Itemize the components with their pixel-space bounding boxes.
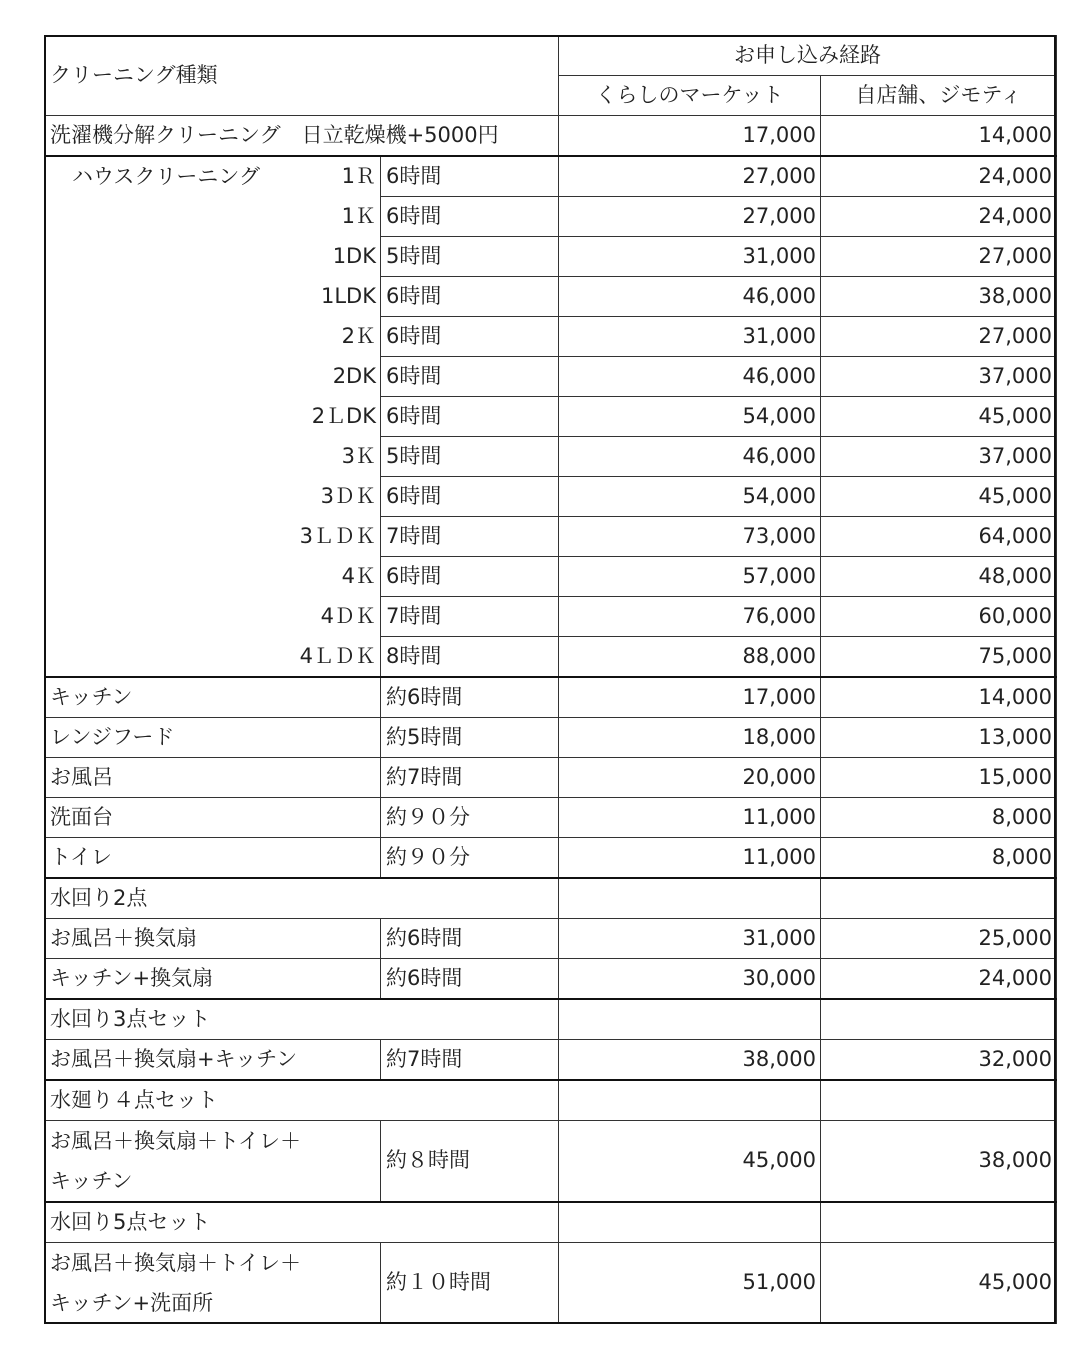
house-row	[45, 557, 1057, 597]
duration: 6時間	[381, 277, 559, 317]
duration: 6時間	[381, 397, 559, 437]
room-type: 4ＬＤＫ	[299, 643, 376, 668]
service-name: お風呂＋換気扇+キッチン	[45, 1040, 381, 1081]
price-kurashi-empty	[559, 1202, 821, 1243]
house-row	[45, 637, 1057, 678]
price-kurashi: 54,000	[559, 397, 821, 437]
set-row	[45, 1243, 1057, 1324]
duration: 7時間	[381, 517, 559, 557]
house-type-cell	[45, 637, 381, 678]
washer-price-kurashi: 17,000	[559, 116, 821, 157]
price-jimoty: 32,000	[821, 1040, 1057, 1081]
house-type-cell	[45, 437, 381, 477]
house-row	[45, 597, 1057, 637]
room-type: 2ＬDK	[311, 403, 376, 428]
room-type: 1LDK	[320, 283, 376, 308]
house-row	[45, 237, 1057, 277]
duration: 7時間	[381, 597, 559, 637]
set-row	[45, 1040, 1057, 1081]
price-kurashi: 76,000	[559, 597, 821, 637]
duration: 約7時間	[381, 758, 559, 798]
price-kurashi: 54,000	[559, 477, 821, 517]
washer-price-jimoty: 14,000	[821, 116, 1057, 157]
price-jimoty: 75,000	[821, 637, 1057, 678]
house-type-cell	[45, 277, 381, 317]
house-type-cell	[45, 557, 381, 597]
price-jimoty: 27,000	[821, 317, 1057, 357]
price-jimoty: 45,000	[821, 397, 1057, 437]
duration: 5時間	[381, 437, 559, 477]
price-kurashi: 38,000	[559, 1040, 821, 1081]
header-row-1	[45, 36, 1057, 76]
price-kurashi: 27,000	[559, 197, 821, 237]
set-title-row	[45, 1080, 1057, 1121]
house-type-cell	[45, 237, 381, 277]
duration: 約９０分	[381, 798, 559, 838]
duration: 約6時間	[381, 959, 559, 1000]
price-kurashi: 51,000	[559, 1243, 821, 1324]
price-jimoty-empty	[821, 878, 1057, 919]
house-type-cell	[45, 477, 381, 517]
house-type-cell	[45, 317, 381, 357]
room-type: 4Ｋ	[341, 563, 376, 588]
set-title-row	[45, 878, 1057, 919]
price-kurashi: 45,000	[559, 1121, 821, 1203]
price-jimoty: 24,000	[821, 197, 1057, 237]
house-row	[45, 277, 1057, 317]
price-kurashi: 31,000	[559, 317, 821, 357]
price-kurashi: 18,000	[559, 718, 821, 758]
house-row	[45, 357, 1057, 397]
price-jimoty: 27,000	[821, 237, 1057, 277]
service-name: トイレ	[45, 838, 381, 879]
price-jimoty: 45,000	[821, 1243, 1057, 1324]
single-row	[45, 677, 1057, 718]
room-type: 3ＬＤＫ	[299, 523, 376, 548]
price-jimoty: 14,000	[821, 677, 1057, 718]
price-kurashi: 57,000	[559, 557, 821, 597]
price-kurashi: 46,000	[559, 357, 821, 397]
single-row	[45, 758, 1057, 798]
single-row	[45, 838, 1057, 879]
room-type: 1Ｒ	[341, 164, 376, 189]
jimoty-column-header: 自店舗、ジモティ	[821, 76, 1057, 116]
price-jimoty: 24,000	[821, 156, 1057, 197]
service-name: お風呂	[45, 758, 381, 798]
house-row	[45, 477, 1057, 517]
price-jimoty: 37,000	[821, 437, 1057, 477]
price-jimoty-empty	[821, 1202, 1057, 1243]
house-type-cell	[45, 197, 381, 237]
price-jimoty: 13,000	[821, 718, 1057, 758]
category-header: クリーニング種類	[45, 36, 559, 116]
duration: 6時間	[381, 317, 559, 357]
duration: 6時間	[381, 156, 559, 197]
room-type: 1Ｋ	[341, 203, 376, 228]
set-title-row	[45, 999, 1057, 1040]
price-jimoty: 15,000	[821, 758, 1057, 798]
service-name-line-2: キッチン	[50, 1169, 133, 1193]
service-name: レンジフード	[45, 718, 381, 758]
house-type-cell	[45, 357, 381, 397]
single-row	[45, 718, 1057, 758]
price-kurashi: 11,000	[559, 798, 821, 838]
set-title: 水回り2点	[45, 878, 559, 919]
room-type: 2Ｋ	[341, 323, 376, 348]
price-jimoty: 48,000	[821, 557, 1057, 597]
single-row	[45, 798, 1057, 838]
price-kurashi: 31,000	[559, 237, 821, 277]
price-kurashi-empty	[559, 1080, 821, 1121]
kurashi-column-header: くらしのマーケット	[559, 76, 821, 116]
duration: 6時間	[381, 477, 559, 517]
set-row	[45, 1121, 1057, 1203]
price-kurashi: 27,000	[559, 156, 821, 197]
duration: 6時間	[381, 357, 559, 397]
house-row	[45, 197, 1057, 237]
price-jimoty-empty	[821, 999, 1057, 1040]
house-type-cell	[45, 397, 381, 437]
route-header: お申し込み経路	[559, 36, 1057, 76]
set-title: 水廻り４点セット	[45, 1080, 559, 1121]
service-name: 洗面台	[45, 798, 381, 838]
price-kurashi: 46,000	[559, 277, 821, 317]
service-name	[45, 1121, 381, 1203]
set-title: 水回り3点セット	[45, 999, 559, 1040]
duration: 6時間	[381, 557, 559, 597]
washer-row	[45, 116, 1057, 157]
house-row	[45, 517, 1057, 557]
house-row	[45, 397, 1057, 437]
duration: 約7時間	[381, 1040, 559, 1081]
price-kurashi: 17,000	[559, 677, 821, 718]
service-name-line-2: キッチン+洗面所	[50, 1291, 214, 1315]
price-table	[44, 35, 1057, 1324]
set-row	[45, 919, 1057, 959]
service-name: お風呂＋換気扇	[45, 919, 381, 959]
house-row	[45, 156, 1057, 197]
duration: 約6時間	[381, 919, 559, 959]
price-kurashi: 20,000	[559, 758, 821, 798]
washer-name: 洗濯機分解クリーニング 日立乾燥機+5000円	[45, 116, 559, 157]
set-title: 水回り5点セット	[45, 1202, 559, 1243]
room-type: 3Ｋ	[341, 443, 376, 468]
house-row	[45, 437, 1057, 477]
duration: 5時間	[381, 237, 559, 277]
price-sheet	[44, 35, 1056, 1324]
service-name-line-1: お風呂＋換気扇＋トイレ＋	[50, 1251, 301, 1275]
price-jimoty: 60,000	[821, 597, 1057, 637]
price-jimoty-empty	[821, 1080, 1057, 1121]
price-kurashi: 46,000	[559, 437, 821, 477]
price-kurashi-empty	[559, 878, 821, 919]
house-cleaning-label: ハウスクリーニング	[72, 164, 260, 189]
price-jimoty: 38,000	[821, 277, 1057, 317]
service-name: キッチン	[45, 677, 381, 718]
room-type: 3ＤＫ	[320, 483, 376, 508]
price-kurashi-empty	[559, 999, 821, 1040]
price-kurashi: 31,000	[559, 919, 821, 959]
house-row	[45, 317, 1057, 357]
set-title-row	[45, 1202, 1057, 1243]
service-name: キッチン+換気扇	[45, 959, 381, 1000]
duration: 約１０時間	[381, 1243, 559, 1324]
house-type-cell	[45, 597, 381, 637]
room-type: 2DK	[332, 363, 376, 388]
price-jimoty: 8,000	[821, 798, 1057, 838]
house-type-cell	[45, 517, 381, 557]
duration: 6時間	[381, 197, 559, 237]
price-kurashi: 73,000	[559, 517, 821, 557]
price-jimoty: 8,000	[821, 838, 1057, 879]
price-kurashi: 88,000	[559, 637, 821, 678]
price-jimoty: 24,000	[821, 959, 1057, 1000]
room-type: 4ＤＫ	[320, 603, 376, 628]
duration: 8時間	[381, 637, 559, 678]
price-jimoty: 25,000	[821, 919, 1057, 959]
set-row	[45, 959, 1057, 1000]
price-jimoty: 37,000	[821, 357, 1057, 397]
room-type: 1DK	[332, 243, 376, 268]
price-kurashi: 11,000	[559, 838, 821, 879]
price-kurashi: 30,000	[559, 959, 821, 1000]
service-name-line-1: お風呂＋換気扇＋トイレ＋	[50, 1129, 301, 1153]
price-jimoty: 45,000	[821, 477, 1057, 517]
house-type-cell	[45, 156, 381, 197]
service-name	[45, 1243, 381, 1324]
duration: 約5時間	[381, 718, 559, 758]
duration: 約6時間	[381, 677, 559, 718]
price-jimoty: 38,000	[821, 1121, 1057, 1203]
duration: 約８時間	[381, 1121, 559, 1203]
price-jimoty: 64,000	[821, 517, 1057, 557]
duration: 約９０分	[381, 838, 559, 879]
